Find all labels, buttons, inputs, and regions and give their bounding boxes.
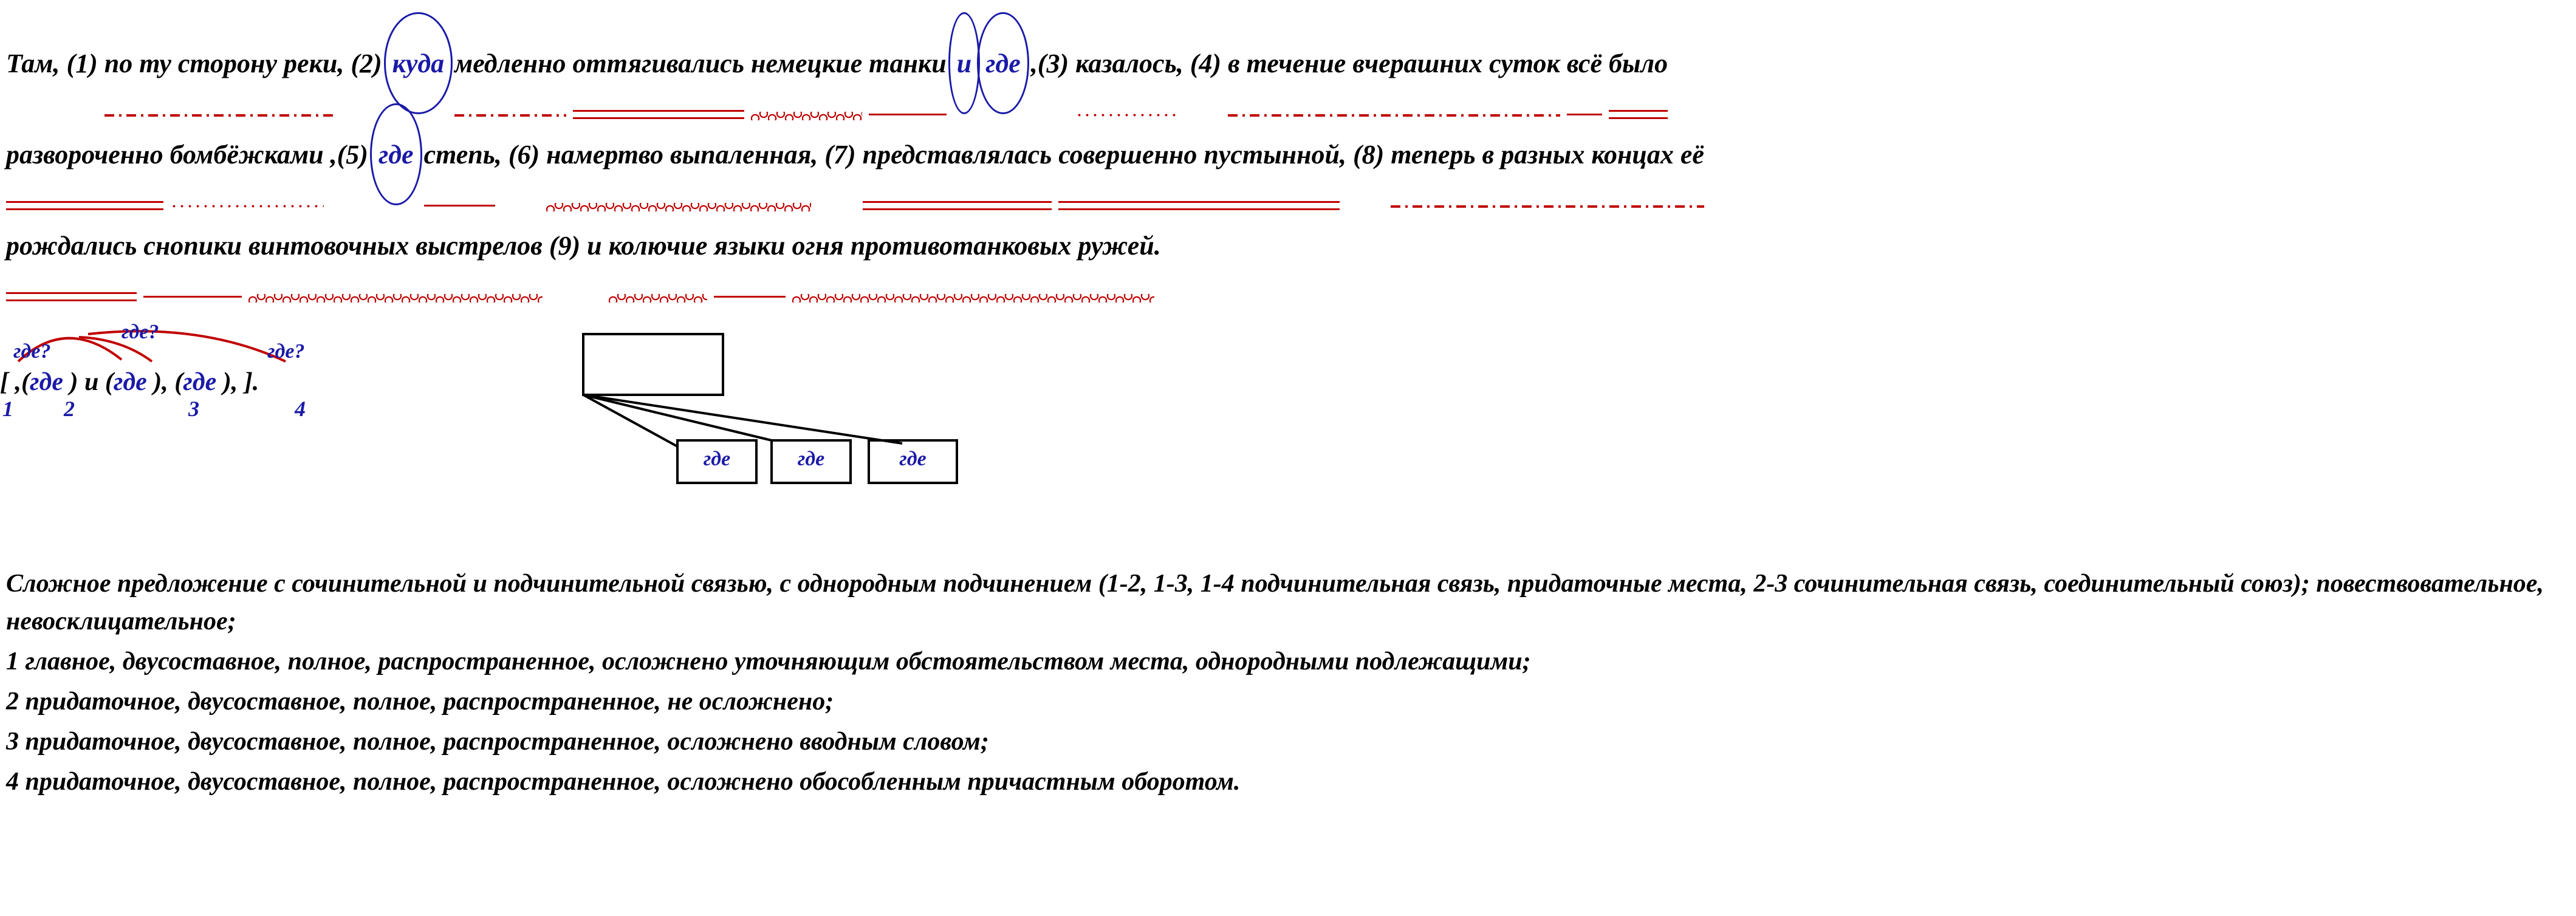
- sentence-text: [566, 18, 573, 109]
- question-label-1: где?: [13, 340, 51, 363]
- sentence-text: [580, 200, 587, 292]
- sentence-text: [1069, 18, 1075, 109]
- underlined-member-double: рождались: [6, 200, 137, 292]
- conjunctive-word: и: [953, 18, 975, 109]
- sentence-text: [1602, 18, 1609, 109]
- underlined-member-wavy: немецкие: [751, 18, 862, 109]
- formula-part: ) и (: [63, 368, 114, 396]
- sentence-text: [856, 109, 863, 200]
- sentence-text: [862, 18, 869, 109]
- vertical-scheme-graphic: [571, 328, 1142, 486]
- vertical-scheme: [571, 328, 1142, 486]
- sentence-text: ,: [323, 140, 337, 169]
- conjunctive-word: куда: [389, 18, 448, 109]
- sentence-text: (2): [351, 49, 382, 78]
- subordinate-label-3: где: [899, 448, 927, 470]
- underlined-member-solid: всё: [1567, 18, 1602, 109]
- sentence-text: Там,: [6, 49, 67, 78]
- underlined-member-dot-dash: медленно: [454, 18, 566, 109]
- underlined-member-dot-dash: по ту сторону реки: [104, 18, 338, 109]
- sentence-text: [1221, 18, 1228, 109]
- conclusion-paragraph-5: 4 придаточное, двусоставное, полное, распространенное, осложнено обособленным причастным оборотом.: [6, 768, 1241, 796]
- main-clause-box: [583, 334, 723, 395]
- underlined-member-wavy: огня противотанковых ружей: [792, 200, 1154, 292]
- sentence-text: [786, 200, 792, 292]
- sentence-text: (7): [824, 140, 856, 169]
- underlined-member-dot-dash: теперь в разных концах её: [1391, 109, 1704, 200]
- conclusion-block: [6, 565, 2546, 803]
- underlined-member-dotted: казалось: [1075, 18, 1177, 109]
- sentence-text: (9): [549, 231, 581, 261]
- sentence-text: [744, 18, 751, 109]
- sentence-text: [382, 18, 389, 109]
- conclusion-paragraph-1: Сложное предложение с сочинительной и подчинительной связью, с однородным подчинением (1-2, 1-3, 1-4 подчинительная связь, придаточные места, 2-3 сочинительная связь, соединительный союз); повествовательное, невосклицательное;: [6, 570, 2544, 635]
- clause-number-2: 2: [64, 397, 75, 421]
- clause-number-4: 4: [295, 397, 306, 421]
- sentence-text: [163, 109, 170, 200]
- underlined-member-dotted: бомбёжками: [170, 109, 324, 200]
- sentence-text: [242, 200, 248, 292]
- sentence-text: [602, 200, 609, 292]
- sentence-text: [98, 18, 104, 109]
- sentence-text: (6): [508, 140, 540, 169]
- underlined-member-solid: снопики: [143, 200, 242, 292]
- sentence-text: (4): [1190, 49, 1222, 78]
- sentence-line-2: [0, 109, 2552, 200]
- sentence-text: [540, 109, 546, 200]
- sentence-text: [975, 18, 982, 109]
- sentence-text: ,: [1339, 140, 1353, 169]
- sentence-text: ,: [337, 49, 351, 78]
- clause-number-1: 1: [2, 397, 13, 421]
- sentence-text: [1560, 18, 1567, 109]
- underlined-member-wavy: колючие: [609, 200, 708, 292]
- sentence-text: и: [587, 231, 602, 261]
- clause-number-3: 3: [188, 397, 199, 421]
- sentence-text: ,: [495, 140, 509, 169]
- formula-part: ), (: [146, 368, 183, 396]
- conjunctive-word: где: [982, 18, 1024, 109]
- formula-part: где: [183, 368, 217, 396]
- question-label-2: где?: [122, 321, 159, 343]
- underlined-member-double: было: [1609, 18, 1668, 109]
- sentence-text: ,: [1024, 49, 1038, 78]
- underlined-member-solid: танки: [869, 18, 946, 109]
- underlined-member-wavy: намертво выпаленная: [546, 109, 811, 200]
- conjunctive-word: где: [375, 109, 417, 200]
- conclusion-paragraph-2: 1 главное, двусоставное, полное, распространенное, осложнено уточняющим обстоятельством места, однородными подлежащими;: [6, 648, 1531, 675]
- sentence-text: [1052, 109, 1058, 200]
- sentence-text: [368, 109, 375, 200]
- formula-part: ), ].: [216, 368, 259, 396]
- underlined-member-solid: степь: [424, 109, 495, 200]
- sentence-text: (8): [1352, 140, 1385, 169]
- underlined-member-dot-dash: в течение вчерашних суток: [1228, 18, 1560, 109]
- subordinate-label-2: где: [797, 448, 825, 470]
- formula-part: где: [113, 368, 147, 396]
- underlined-member-wavy: винтовочных выстрелов: [248, 200, 543, 292]
- sentence-text: [1384, 109, 1391, 200]
- sentence-text: (1): [66, 49, 98, 78]
- sentence-text: (3): [1037, 49, 1069, 78]
- sentence-text: [417, 109, 424, 200]
- sentence-line-1: [0, 18, 2552, 109]
- sentence-text: [543, 200, 549, 292]
- sentence-text: ,: [1176, 49, 1190, 78]
- sentence-text: ,: [811, 140, 825, 169]
- sentence-line-3: [0, 200, 2552, 292]
- sentence-text: [137, 200, 143, 292]
- scheme-formula: [0, 367, 259, 397]
- conclusion-paragraph-4: 3 придаточное, двусоставное, полное, распространенное, осложнено вводным словом;: [6, 728, 989, 756]
- formula-part: [ ,(: [0, 368, 30, 396]
- sentence-text: [448, 18, 454, 109]
- underlined-member-double: представлялась: [863, 109, 1052, 200]
- sentence-text: .: [1154, 231, 1161, 261]
- sentence-analysis-block: [0, 18, 2552, 292]
- underlined-member-double: развороченно: [6, 109, 163, 200]
- sentence-text: [707, 200, 714, 292]
- linear-scheme: [0, 304, 437, 425]
- underlined-member-double: оттягивались: [573, 18, 744, 109]
- subordinate-label-1: где: [703, 448, 731, 470]
- formula-part: где: [29, 368, 63, 396]
- underlined-member-solid: языки: [714, 200, 785, 292]
- sentence-text: (5): [337, 140, 368, 169]
- question-label-3: где?: [267, 340, 305, 363]
- sentence-text: [947, 18, 953, 109]
- conclusion-paragraph-3: 2 придаточное, двусоставное, полное, распространенное, не осложнено;: [6, 688, 834, 716]
- underlined-member-double: совершенно пустынной: [1058, 109, 1340, 200]
